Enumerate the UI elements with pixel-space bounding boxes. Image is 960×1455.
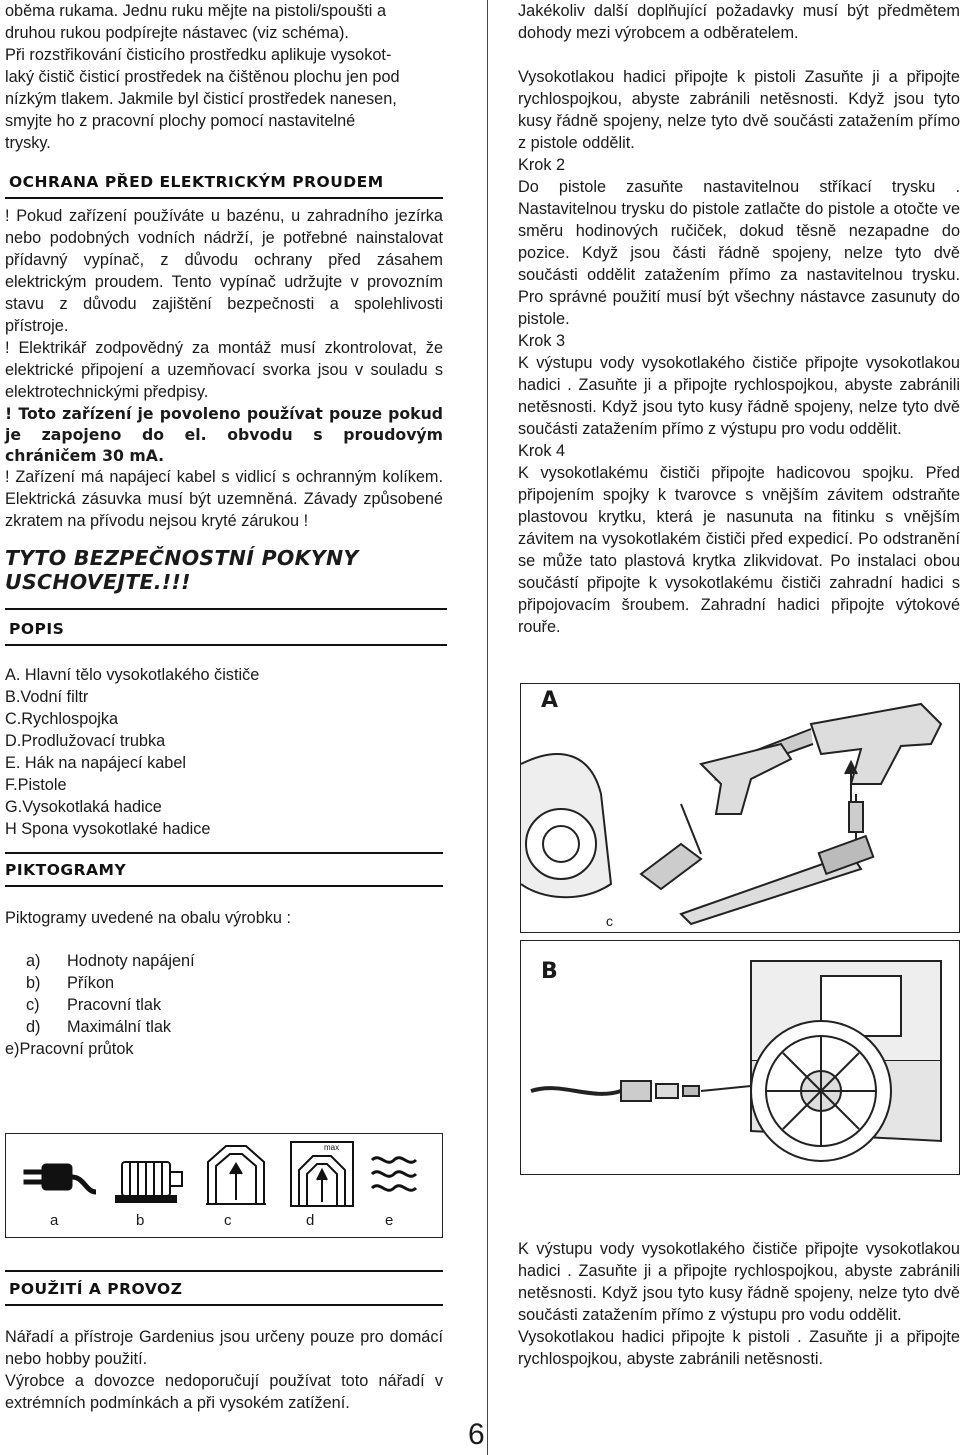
intro-line: oběma rukama. Jednu ruku mějte na pistoli/spoušti a <box>5 2 387 20</box>
electric-paragraph: ! Elektrikář zodpovědný za montáž musí zkontrolovat, že elektrické připojení a uzemňovací svorka jsou v souladu s elektrotechnickými předpisy. <box>5 339 443 401</box>
list-item <box>5 950 443 972</box>
pikto-intro: Piktogramy uvedené na obalu výrobku : <box>5 909 291 927</box>
list-item <box>5 972 443 994</box>
heading-electric-protection: OCHRANA PŘED ELEKTRICKÝM PROUDEM <box>5 168 443 199</box>
figure-a-sublabel: c <box>606 913 613 929</box>
electric-paragraph: ! Pokud zařízení používáte u bazénu, u zahradního jezírka nebo podobných vodních nádrží, je potřebné nainstalovat přídavný vypínač, z důvodu ochrany před zásahem elektrickým proudem. Tento vypínač udržujte v provozním stavu z důvodu zajištění bezpečnosti a spolehlivosti přístroje. <box>5 207 443 335</box>
list-text: Pracovní tlak <box>67 996 162 1014</box>
list-text: Hodnoty napájení <box>67 952 195 970</box>
pikto-letter: b <box>136 1212 145 1229</box>
intro-line: Při rozstřikování čisticího prostředku aplikuje vysokot- <box>5 46 392 64</box>
intro-text <box>5 0 443 154</box>
step-text: K vysokotlakému čističi připojte hadicovou spojku. Před připojením spojky k tvarovce s vnějším závitem odstraňte plastovou krytku, která je nasunuta na fitinku s vnějším závitem na vysokotlakém čističi před expedicí. Po odstranění se může tato plastová krytka zlikvidovat. Po instalaci obou součástí připojte k vysokotlakému čističi zahradní hadici s připojovacím šroubem. Zahradní hadici připojte výtokové rouře. <box>518 464 960 636</box>
use-section <box>5 1270 443 1414</box>
figure-b-label: B <box>541 959 558 984</box>
list-key: e) <box>5 1040 20 1058</box>
list-text: Pracovní průtok <box>19 1040 134 1058</box>
gun-assembly-illustration <box>521 684 957 930</box>
keep-instructions-notice: TYTO BEZPEČNOSTNÍ POKYNY USCHOVEJTE.!!! <box>5 546 359 594</box>
page-number: 6 <box>468 1418 485 1451</box>
intro-line: nízkým tlakem. Jakmile byl čisticí prostředek nanesen, <box>5 90 397 108</box>
list-item: D.Prodlužovací trubka <box>5 732 166 750</box>
pikto-letter: c <box>224 1212 232 1229</box>
electric-paragraph: ! Zařízení má napájecí kabel s vidlicí s ochranným kolíkem. Elektrická zásuvka musí být uzemněná. Závady způsobené zkratem na přívodu nejsou kryté zárukou ! <box>5 468 443 530</box>
intro-line: smyjte ho z pracovní plochy pomocí nastavitelné <box>5 112 356 130</box>
right-paragraph: Vysokotlakou hadici připojte k pistoli . Zasuňte ji a připojte rychlospojkou, abyste zabránili netěsnosti. <box>518 1328 960 1368</box>
electric-bold-notice: ! Toto zařízení je povoleno používat pouze pokud je zapojeno do el. obvodu s proudovým chráničem 30 mA. <box>5 404 443 465</box>
flow-icon <box>372 1158 416 1191</box>
list-item: G.Vysokotlaká hadice <box>5 798 162 816</box>
figure-b <box>520 940 960 1175</box>
intro-line: druhou rukou podpírejte nástavec (viz schéma). <box>5 24 349 42</box>
figure-a-label: A <box>541 688 559 713</box>
pikto-list <box>5 950 443 1060</box>
use-paragraph: Výrobce a dovozce nedoporučují používat toto nářadí v extrémních podmínkách a při vysokém zatížení. <box>5 1372 443 1412</box>
plug-icon <box>24 1164 96 1192</box>
step-text: Do pistole zasuňte nastavitelnou stříkací trysku . Nastavitelnou trysku do pistole zatlačte do pistole a otočte ve směru hodinových ručiček, dokud těsně nezapadne do pozice. Když jsou části řádně spojeny, nelze tyto dvě součásti oddělit zatažením přímo za nastavitelnou trysku. Pro správné použití musí být všechny nástavce zasunuty do pistole. <box>518 178 960 328</box>
list-item: A. Hlavní tělo vysokotlakého čističe <box>5 666 260 684</box>
step-title: Krok 4 <box>518 442 566 460</box>
intro-line: laký čistič čisticí prostředek na čištěnou plochu jen pod <box>5 68 400 86</box>
popis-list <box>5 664 443 840</box>
list-key: d) <box>26 1018 41 1036</box>
heading-popis: POPIS <box>5 608 447 646</box>
list-text: Příkon <box>67 974 115 992</box>
list-item: H Spona vysokotlaké hadice <box>5 820 211 838</box>
figure-a <box>520 683 960 933</box>
right-column <box>518 0 960 638</box>
max-pressure-icon <box>291 1142 353 1206</box>
list-key: c) <box>26 996 40 1014</box>
right-bottom-text <box>518 1238 960 1370</box>
right-paragraph: Jakékoliv další doplňující požadavky musí být předmětem dohody mezi výrobcem a odběratelem. <box>518 2 960 42</box>
list-item <box>5 994 443 1016</box>
list-key: b) <box>26 974 41 992</box>
step-title: Krok 2 <box>518 156 566 174</box>
list-item <box>5 1038 443 1060</box>
intro-line: trysky. <box>5 134 51 152</box>
list-item: C.Rychlospojka <box>5 710 119 728</box>
pikto-letter: a <box>50 1212 59 1229</box>
pikto-letter: d <box>306 1212 315 1229</box>
machine-connection-illustration <box>521 941 957 1172</box>
list-key: a) <box>26 952 41 970</box>
right-paragraph: Vysokotlakou hadici připojte k pistoli Zasuňte ji a připojte rychlospojkou, abyste zabránili netěsnosti. Když jsou tyto kusy řádně spojeny, nelze tyto dvě součásti zatažením přímo z pistole oddělit. <box>518 68 960 152</box>
step-title: Krok 3 <box>518 332 566 350</box>
right-paragraph: K výstupu vody vysokotlakého čističe připojte vysokotlakou hadici . Zasuňte ji a připojte rychlospojkou, abyste zabránili netěsnosti. Když jsou tyto kusy řádně spojeny, nelze tyto dvě součásti zatažením přímo z výstupu pro vodu oddělit. <box>518 1240 960 1324</box>
left-column <box>5 0 443 1060</box>
list-text: Maximální tlak <box>67 1018 172 1036</box>
list-item: B.Vodní filtr <box>5 688 89 706</box>
heading-piktogramy: PIKTOGRAMY <box>5 852 443 887</box>
max-label: max <box>324 1143 340 1152</box>
pikto-letter: e <box>385 1212 394 1229</box>
list-item: E. Hák na napájecí kabel <box>5 754 187 772</box>
list-item: F.Pistole <box>5 776 67 794</box>
column-divider <box>487 0 488 1455</box>
heading-use-operation: POUŽITÍ A PROVOZ <box>5 1270 443 1306</box>
list-item <box>5 1016 443 1038</box>
use-paragraph: Nářadí a přístroje Gardenius jsou určeny pouze pro domácí nebo hobby použití. <box>5 1328 443 1368</box>
step-text: K výstupu vody vysokotlakého čističe připojte vysokotlakou hadici . Zasuňte ji a připojte rychlospojkou, abyste zabránili netěsnosti. Když jsou tyto kusy řádně spojeny, nelze tyto dvě součásti zatažením přímo z výstupu pro vodu oddělit. <box>518 354 960 438</box>
pressure-icon <box>206 1146 266 1204</box>
motor-icon <box>116 1162 182 1202</box>
